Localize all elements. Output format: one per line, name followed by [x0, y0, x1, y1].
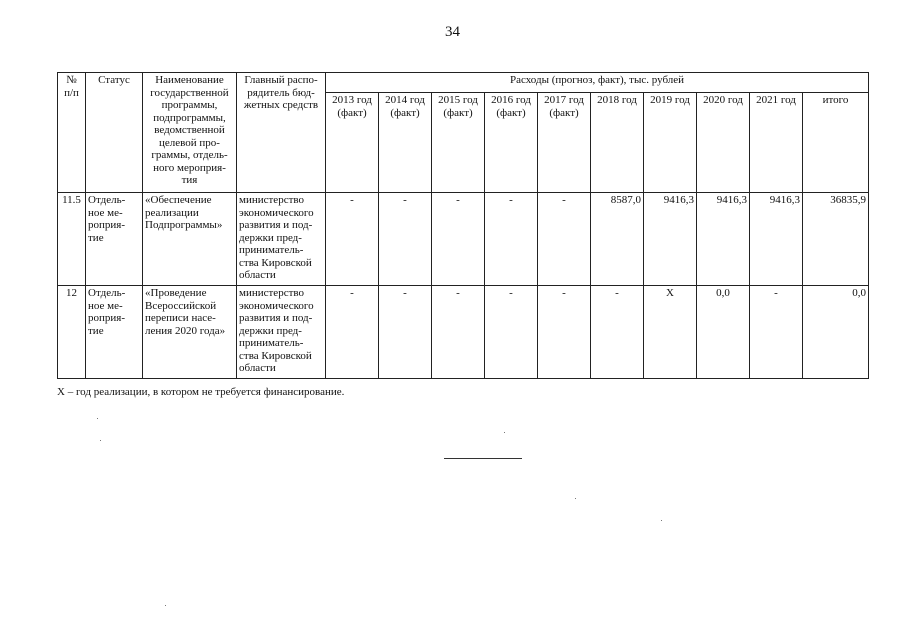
header-year: 2017 год (факт)	[538, 93, 591, 193]
header-year: 2014 год (факт)	[379, 93, 432, 193]
total-cell: 36835,9	[803, 193, 869, 286]
value-cell: -	[432, 286, 485, 379]
row-manager: министерство экономического развития и под- держки пред- приниматель- ства Кировской области	[237, 286, 326, 379]
scan-speck	[100, 440, 101, 441]
value-cell: 9416,3	[644, 193, 697, 286]
header-year: 2019 год	[644, 93, 697, 193]
header-status: Статус	[86, 73, 143, 193]
header-num: № п/п	[58, 73, 86, 193]
scan-speck	[661, 520, 662, 521]
value-cell: -	[538, 286, 591, 379]
value-cell: -	[326, 286, 379, 379]
row-name: «Обеспечение реализации Подпрограммы»	[143, 193, 237, 286]
table-row	[58, 193, 869, 286]
value-cell: 9416,3	[750, 193, 803, 286]
scan-speck	[504, 432, 505, 433]
value-cell: -	[750, 286, 803, 379]
value-cell: 0,0	[697, 286, 750, 379]
row-name: «Проведение Всероссийской переписи насе- ления 2020 года»	[143, 286, 237, 379]
header-manager: Главный распо- рядитель бюд- жетных средств	[237, 73, 326, 193]
row-num: 11.5	[58, 193, 86, 286]
header-name: Наименование государственной программы, подпрограммы, ведомственной целевой про- граммы, отдель- ного мероприя- тия	[143, 73, 237, 193]
page-number: 34	[445, 24, 460, 40]
row-manager: министерство экономического развития и под- держки пред- приниматель- ства Кировской области	[237, 193, 326, 286]
header-year: 2013 год (факт)	[326, 93, 379, 193]
row-num: 12	[58, 286, 86, 379]
header-year: 2020 год	[697, 93, 750, 193]
value-cell: 8587,0	[591, 193, 644, 286]
value-cell: -	[591, 286, 644, 379]
value-cell: X	[644, 286, 697, 379]
table-row	[58, 286, 869, 379]
separator-line	[444, 458, 522, 459]
scan-speck	[165, 605, 166, 606]
value-cell: -	[432, 193, 485, 286]
value-cell: -	[379, 193, 432, 286]
scan-speck	[97, 418, 98, 419]
row-status: Отдель- ное ме- роприя- тие	[86, 193, 143, 286]
value-cell: -	[379, 286, 432, 379]
scan-speck	[575, 498, 576, 499]
value-cell: 9416,3	[697, 193, 750, 286]
header-year: 2018 год	[591, 93, 644, 193]
budget-table	[57, 72, 869, 379]
header-total: итого	[803, 93, 869, 193]
header-expenses: Расходы (прогноз, факт), тыс. рублей	[326, 73, 869, 93]
footnote: Х – год реализации, в котором не требуется финансирование.	[57, 386, 345, 398]
header-year: 2016 год (факт)	[485, 93, 538, 193]
total-cell: 0,0	[803, 286, 869, 379]
value-cell: -	[326, 193, 379, 286]
value-cell: -	[538, 193, 591, 286]
header-year: 2015 год (факт)	[432, 93, 485, 193]
row-status: Отдель- ное ме- роприя- тие	[86, 286, 143, 379]
value-cell: -	[485, 193, 538, 286]
value-cell: -	[485, 286, 538, 379]
header-year: 2021 год	[750, 93, 803, 193]
